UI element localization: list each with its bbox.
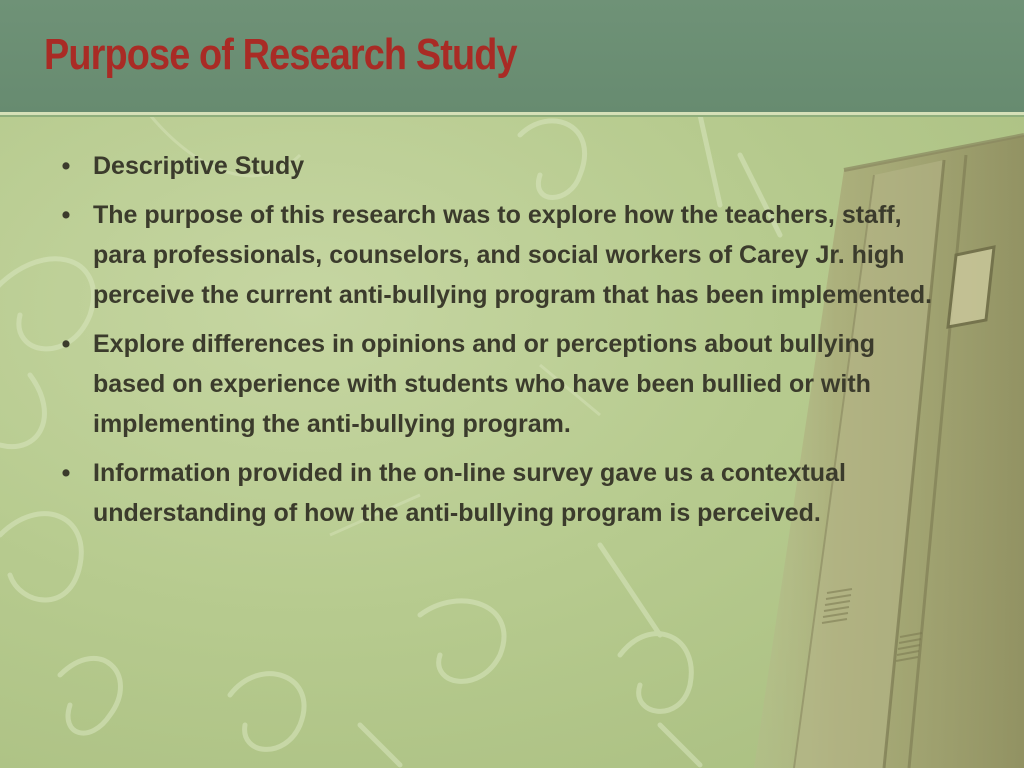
- bullet-text: Descriptive Study: [93, 152, 305, 180]
- bullet-item: [56, 324, 946, 444]
- bullet-dot-icon: •: [61, 330, 71, 358]
- bullet-text: Information provided in the on-line survey gave us a contextual understanding of how the anti-bullying program is perceived.: [93, 459, 846, 527]
- bullet-text: Explore differences in opinions and or perceptions about bullying based on experience with students who have been bullied or with implementing the anti-bullying program.: [93, 330, 876, 438]
- slide-title: Purpose of Research Study: [44, 30, 517, 79]
- bullet-dot-icon: •: [61, 201, 71, 229]
- bullet-list: [56, 146, 946, 542]
- bullet-item: [56, 195, 946, 315]
- bullet-dot-icon: •: [61, 459, 71, 487]
- title-bar: [0, 0, 1024, 115]
- bullet-text: The purpose of this research was to explore how the teachers, staff, para professionals, counselors, and social workers of Carey Jr. high perceive the current anti-bullying program that has been implemented.: [93, 201, 933, 309]
- bullet-item: [56, 453, 946, 533]
- bullet-dot-icon: •: [61, 152, 71, 180]
- bullet-item: [56, 146, 946, 186]
